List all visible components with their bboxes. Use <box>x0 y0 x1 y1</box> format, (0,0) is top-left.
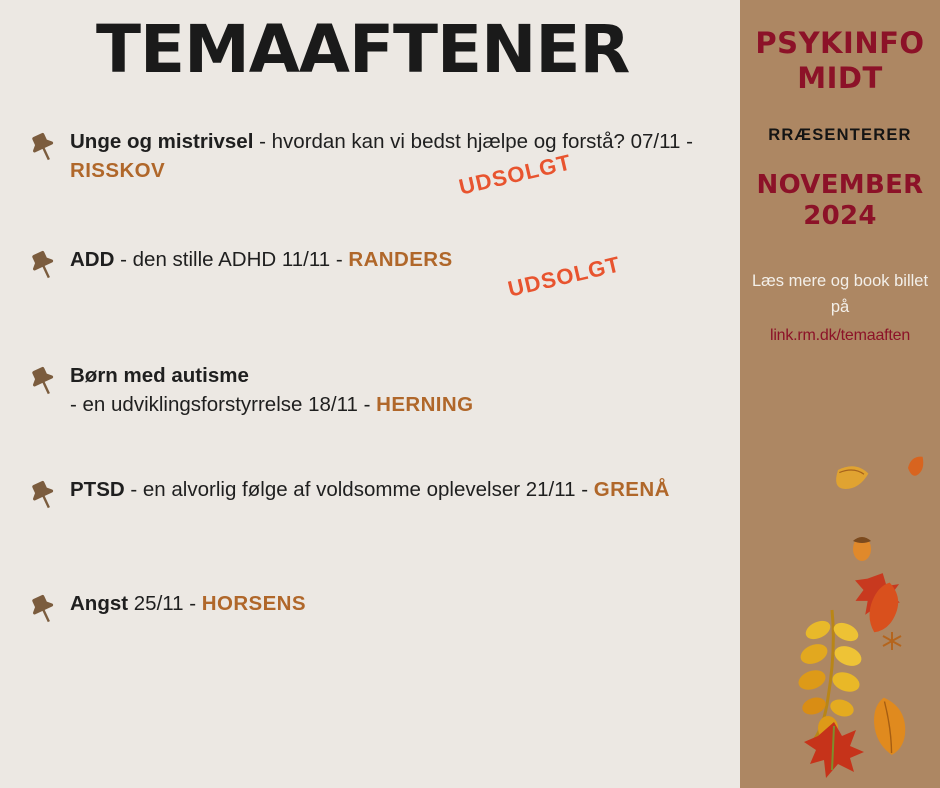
pushpin-icon <box>26 361 70 399</box>
event-text <box>70 127 710 200</box>
brand-line-1: PSYKINFO <box>755 26 925 60</box>
pushpin-icon <box>26 245 70 283</box>
brand-line-2: MIDT <box>797 60 883 95</box>
pushpin-icon <box>26 589 70 627</box>
poster-sidebar <box>740 0 940 788</box>
event-title: Unge og mistrivsel <box>70 129 254 153</box>
event-title: PTSD <box>70 477 125 501</box>
event-desc: 25/11 - <box>128 591 202 615</box>
autumn-leaves-decoration <box>740 0 940 788</box>
event-text <box>70 361 473 420</box>
event-city: HORSENS <box>201 591 306 615</box>
event-city: RANDERS <box>348 247 453 271</box>
event-desc: - hvordan kan vi bedst hjælpe og forstå? 07/11 - <box>253 129 693 153</box>
status-badge: UDSOLGT <box>456 149 574 200</box>
list-item <box>26 589 740 653</box>
year-label: 2024 <box>803 201 877 232</box>
event-title: Børn med autisme <box>70 363 249 387</box>
event-desc: - den stille ADHD 11/11 - <box>114 247 349 271</box>
list-item <box>26 475 740 539</box>
status-badge: UDSOLGT <box>505 251 623 302</box>
pushpin-icon <box>26 127 70 165</box>
event-title: Angst <box>70 591 129 615</box>
event-text <box>70 589 306 619</box>
event-desc: - en udviklingsforstyrrelse 18/11 - <box>70 393 377 417</box>
event-text <box>70 475 670 505</box>
booking-link[interactable]: link.rm.dk/temaaften <box>769 327 911 345</box>
month-label: NOVEMBER <box>756 169 924 200</box>
pushpin-icon <box>26 475 70 513</box>
booking-info <box>740 269 940 349</box>
event-desc: - en alvorlig følge af voldsomme oplevelser 21/11 - <box>124 477 594 501</box>
event-city: GRENÅ <box>593 477 670 501</box>
event-list <box>0 127 740 653</box>
event-city: RISSKOV <box>70 159 166 183</box>
list-item <box>26 245 740 309</box>
event-title: ADD <box>70 247 115 271</box>
brand-name <box>740 26 940 96</box>
presents-label: RRÆSENTERER <box>768 125 912 144</box>
event-city: HERNING <box>376 393 474 417</box>
event-text <box>70 245 623 302</box>
list-item <box>26 361 740 425</box>
booking-text: Læs mere og book billet på <box>751 272 929 316</box>
page-title: TEMAAFTENER <box>96 11 630 88</box>
list-item <box>26 127 740 200</box>
